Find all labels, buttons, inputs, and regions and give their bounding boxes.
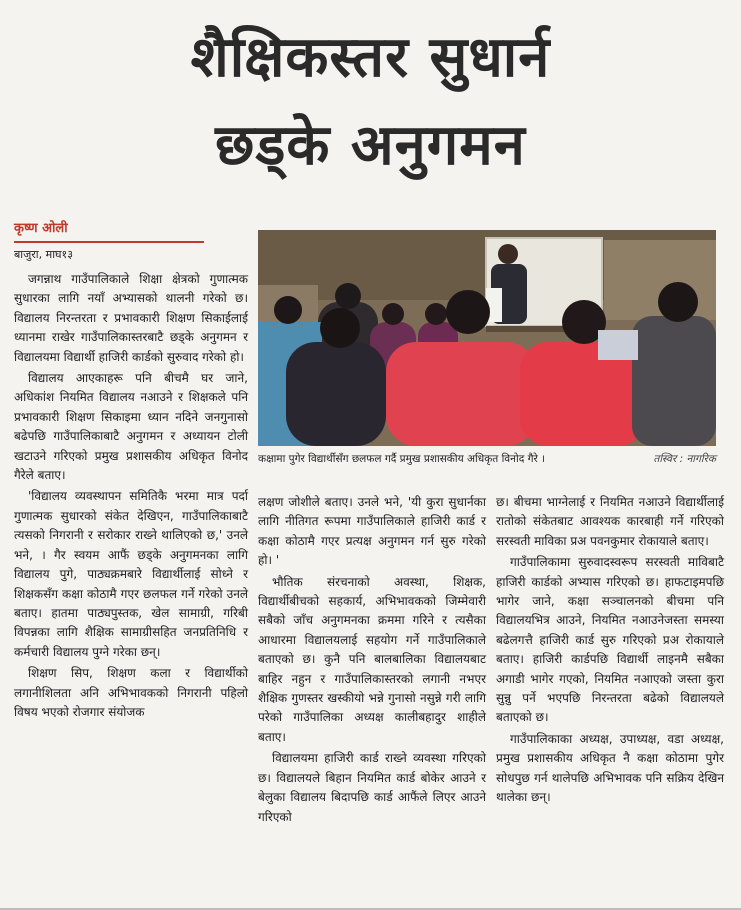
paragraph: विद्यालय आएकाहरू पनि बीचमै घर जाने, अधिकांश नियमित विद्यालय नआउने र शिक्षकले पनि प्रभावकारी शिक्षण सिकाइमा ध्यान नदिने जनगुनासो बढेपछि गाउँपालिकाबाटै अनुगमन र अध्यायन टोली खटाउने गरिएको प्रमुख प्रशासकीय अधिकृत विनोद गैरेले बताए। [14,371,248,483]
author-name: कृष्ण ओली [14,221,68,236]
article-column-1 [14,270,248,724]
paragraph: 'विद्यालय व्यवस्थापन समितिकै भरमा मात्र पर्दा गुणात्मक सुधारको संकेत देखिएन, गाउँपालिकाबाटै त्यसको निगरानी र सरोकार राख्ने थालिएको छ,' उनले भने, । गैर स्वयम आफैं छड्के अनुगमनका लागि विद्यालय पुगे, पाठ्यक्रमबारे विद्यार्थीलाई सोध्ने र शिक्षकसँग कक्षा कोठामै गएर छलफल गर्ने गरेको उनले बताए। हातमा पाठ्यपुस्तक, खेल सामाग्री, गरिबी विपन्नका लागि शैक्षिक सामाग्रीसहित जनप्रतिनिधि र कर्मचारी विद्यालय पुग्ने गरेका छन्। [14,489,248,659]
headline [0,14,741,190]
author-rule [14,241,204,243]
paragraph: लक्षण जोशीले बताए। उनले भने, 'यी कुरा सुधार्नका लागि नीतिगत रूपमा गाउँपालिकाले हाजिरी कार्ड र कक्षा कोठामै गएर प्रत्यक्ष अनुगमन गर्न सुरु गरेको हो। ' [258,495,486,568]
paragraph: गाउँपालिकामा सुरुवादस्वरूप सरस्वती माविबाटै हाजिरी कार्डको अभ्यास गरिएको छ। हाफटाइमपछि भागेर जाने, कक्षा सञ्चालनको बीचमा पनि विद्यालयभित्र आउने, नियमित नआउनेजस्ता समस्या बढेलगत्तै हाजिरी कार्ड सुरु गरिएको प्रअ रोकायाले बताए। हाजिरी कार्डपछि विद्यार्थी लाइनमै सबैका अगाडी भागेर गएको, नियमित नआएको जस्ता कुरा सुन्नु पर्ने भएपछि निरन्तरता बढेको विद्यालयले बताएको छ। [496,555,724,725]
paragraph: भौतिक संरचनाको अवस्था, शिक्षक, विद्यार्थीबीचको सहकार्य, अभिभावकको जिम्मेवारी सबैको जाँच अनुगमनका क्रममा गरिने र त्यसैका आधारमा विद्यालयलाई सहयोग गर्ने गाउँपालिकाले बताएको छ। कुनै पनि बालबालिका विद्यालयबाट बाहिर नहुन र गाउँपालिकास्तरको लगानी नभएर शैक्षिक गुणस्तर खस्कीयो भन्ने गुनासो नसुन्ने गरी लागि परेको गाउँपालिका अध्यक्ष कालीबहादुर शाहीले बताए। [258,574,486,744]
paragraph: गाउँपालिकाका अध्यक्ष, उपाध्यक्ष, वडा अध्यक्ष, प्रमुख प्रशासकीय अधिकृत नै कक्षा कोठामा पुगेर सोधपुछ गर्न थालेपछि अभिभावक पनि सक्रिय देखिन थालेका छन्। [496,731,724,805]
paragraph: जगन्नाथ गाउँपालिकाले शिक्षा क्षेत्रको गुणात्मक सुधारका लागि नयाँ अभ्यासको थालनी गरेको छ। विद्यालय निरन्तरता र प्रभावकारी शिक्षण सिकाईलाई ध्यानमा राखेर गाउँपालिकास्तरबाटै छड्के अनुगमन र विद्यालयमा विद्यार्थी हाजिरी कार्डको सुरुवाद गरेको हो। [14,272,248,364]
photo-caption: कक्षामा पुगेर विद्यार्थीसँग छलफल गर्दै प्रमुख प्रशासकीय अधिकृत विनोद गैरे । [258,453,546,465]
byline [14,219,249,262]
headline-line2: छड्के अनुगमन [215,113,526,178]
photo-credit: तस्विर : नागरिक [653,453,716,465]
article-column-2 [258,493,486,829]
paragraph: विद्यालयमा हाजिरी कार्ड राख्ने व्यवस्था गरिएको छ। विद्यालयले बिहान नियमित कार्ड बोकेर आउने र बेलुका विद्यालय बिदापछि कार्ड आफैंले लिएर आउने गरिएको [258,751,486,824]
dateline: बाजुरा, माघ१३ [14,248,74,261]
photo-caption-row [258,452,716,466]
headline-line1: शैक्षिकस्तर सुधार्न [190,25,551,90]
classroom-photo-illustration [258,230,716,446]
paragraph: छ। बीचमा भाग्नेलाई र नियमित नआउने विद्यार्थीलाई रातोको संकेतबाट आवश्यक कारबाही गर्ने गरिएको सरस्वती माविका प्रअ पवनकुमार रोकायाले बताए। [496,495,724,548]
article-column-3 [496,493,724,810]
classroom-photo [258,230,716,446]
paragraph: शिक्षण सिप, शिक्षण कला र विद्यार्थीको लगानीशिलता अनि अभिभावकको निगरानी पहिलो विषय भएको रोजगार संयोजक [14,666,248,719]
